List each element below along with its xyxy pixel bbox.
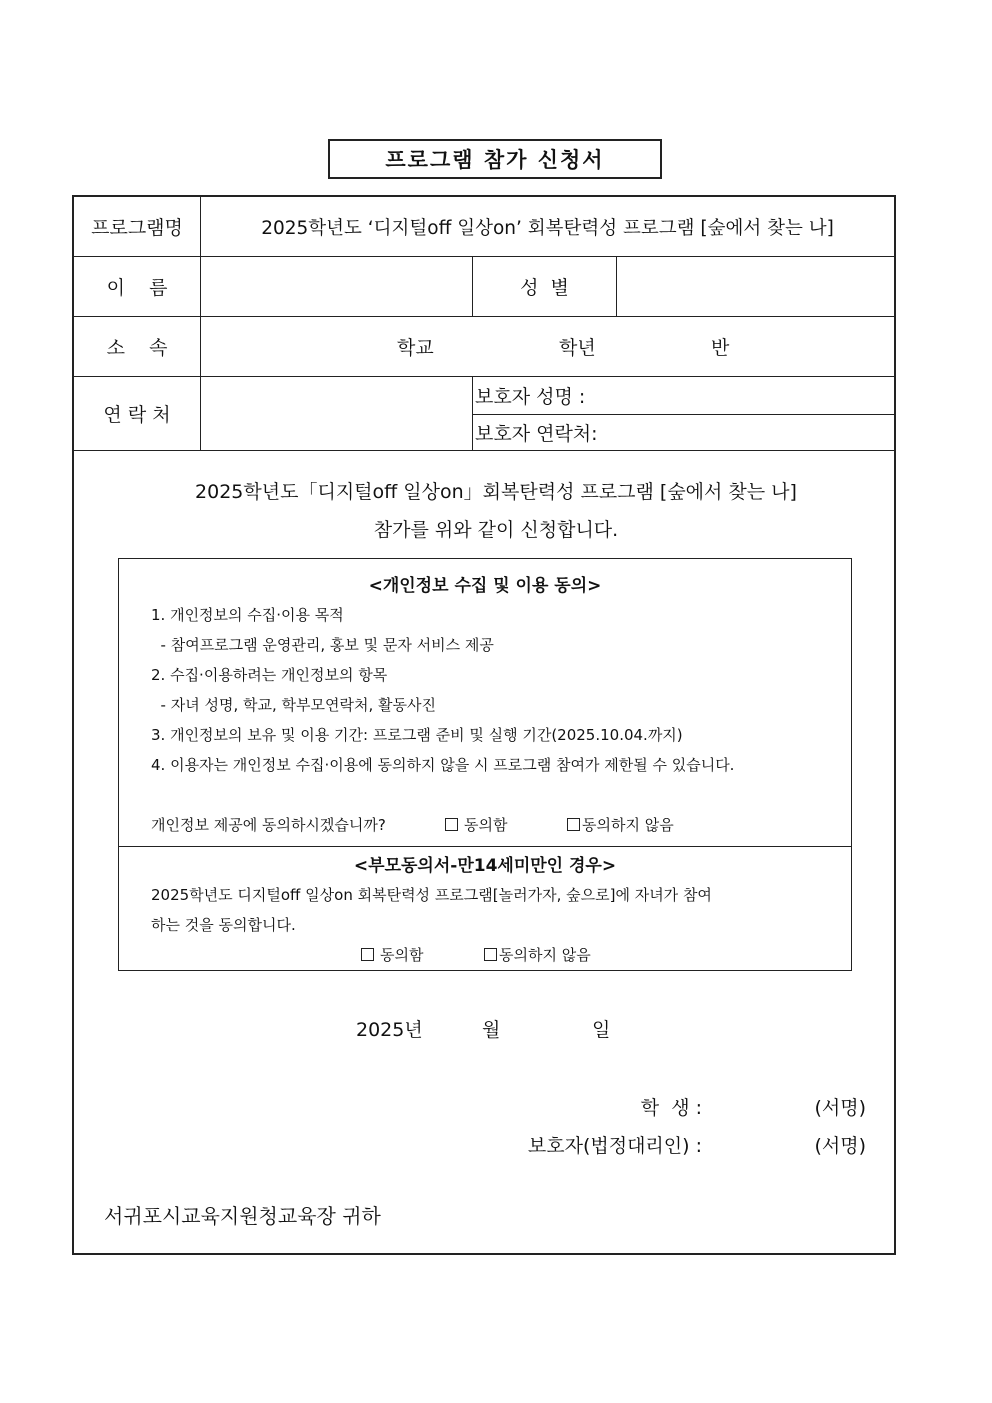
guardian-sign-label: 보호자(법정대리인) :: [527, 1135, 702, 1157]
student-sign-field[interactable]: (서명): [814, 1097, 866, 1119]
checkbox-icon[interactable]: [567, 818, 580, 831]
privacy-disagree-label: 동의하지 않음: [582, 816, 674, 834]
name-field[interactable]: [201, 257, 472, 316]
gender-field[interactable]: [617, 257, 894, 316]
program-label: 프로그램명: [91, 217, 183, 239]
privacy-heading: <개인정보 수집 및 이용 동의>: [368, 576, 602, 596]
privacy-disagree-option[interactable]: [567, 814, 674, 835]
privacy-item: 2. 수집·이용하려는 개인정보의 항목: [151, 666, 388, 684]
privacy-item: 4. 이용자는 개인정보 수집·이용에 동의하지 않을 시 프로그램 참여가 제한될 수 있습니다.: [151, 756, 735, 774]
statement-line-1: 2025학년도「디지털off 일상on」회복탄력성 프로그램 [숲에서 찾는 나]: [195, 481, 797, 503]
parent-agree-option[interactable]: [361, 944, 423, 965]
contact-field[interactable]: [201, 377, 472, 450]
name-label: 이 름: [106, 277, 168, 299]
program-name: 2025학년도 ‘디지털off 일상on’ 회복탄력성 프로그램 [숲에서 찾는 나]: [261, 217, 834, 239]
privacy-item: - 참여프로그램 운영관리, 홍보 및 문자 서비스 제공: [151, 636, 494, 654]
parent-disagree-option[interactable]: [484, 944, 591, 965]
privacy-item: 3. 개인정보의 보유 및 이용 기간: 프로그램 준비 및 실행 기간(2025.10.04.까지): [151, 726, 683, 744]
privacy-item: - 자녀 성명, 학교, 학부모연락처, 활동사진: [151, 696, 436, 714]
parent-agree-label: 동의함: [380, 946, 424, 964]
parent-consent-line-2: 하는 것을 동의합니다.: [151, 916, 296, 934]
privacy-item: 1. 개인정보의 수집·이용 목적: [151, 606, 344, 624]
date-day: 일: [592, 1019, 611, 1041]
privacy-question: 개인정보 제공에 동의하시겠습니까?: [151, 816, 386, 834]
guardian-contact-field[interactable]: 보호자 연락처:: [475, 423, 598, 445]
parent-consent-heading: <부모동의서-만14세미만인 경우>: [353, 856, 617, 876]
parent-consent-line-1: 2025학년도 디지털off 일상on 회복탄력성 프로그램[놀러가자, 숲으로]에 자녀가 참여: [151, 886, 712, 904]
guardian-sign-field[interactable]: (서명): [814, 1135, 866, 1157]
statement-line-2: 참가를 위와 같이 신청합니다.: [373, 519, 619, 541]
consent-box: [118, 558, 852, 971]
gender-label: 성 별: [520, 277, 569, 299]
affiliation-label: 소 속: [106, 337, 168, 359]
grade-label: 학년: [559, 337, 596, 359]
privacy-agree-option[interactable]: [445, 814, 507, 835]
class-label: 반: [711, 337, 730, 359]
form-title: 프로그램 참가 신청서: [328, 139, 662, 179]
checkbox-icon[interactable]: [484, 948, 497, 961]
guardian-name-field[interactable]: 보호자 성명 :: [475, 386, 586, 408]
date-year: 2025년: [356, 1019, 423, 1041]
parent-disagree-label: 동의하지 않음: [499, 946, 591, 964]
checkbox-icon[interactable]: [445, 818, 458, 831]
affiliation-field[interactable]: [201, 317, 894, 376]
student-sign-label: 학 생 :: [640, 1097, 702, 1119]
checkbox-icon[interactable]: [361, 948, 374, 961]
school-label: 학교: [397, 337, 434, 359]
contact-label: 연 락 처: [103, 404, 171, 426]
addressee: 서귀포시교육지원청교육장 귀하: [104, 1204, 381, 1228]
date-month: 월: [482, 1019, 501, 1041]
privacy-agree-label: 동의함: [464, 816, 508, 834]
